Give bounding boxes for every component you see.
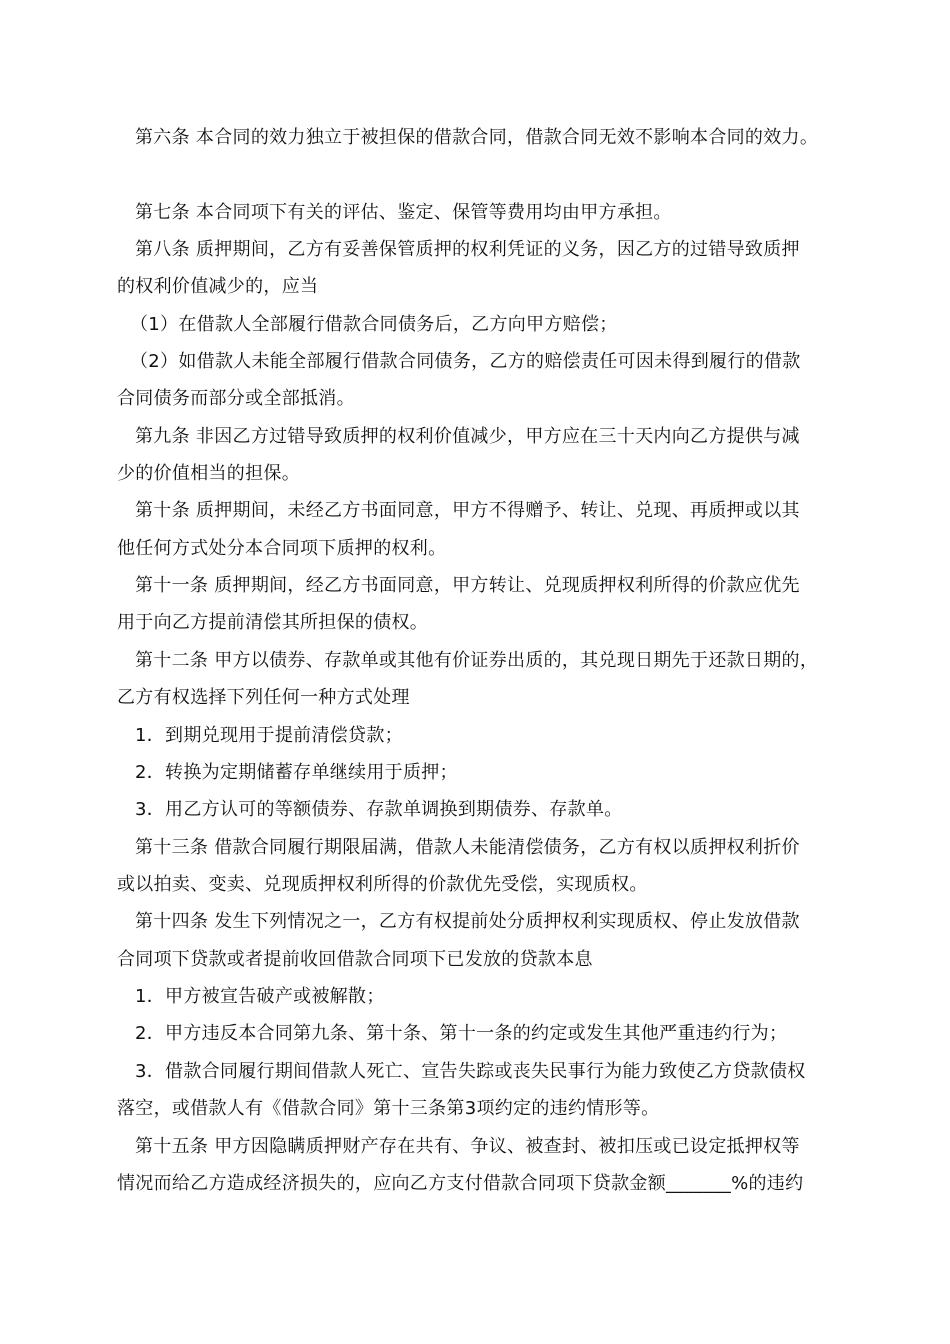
article-10: 第十条 质押期间，未经乙方书面同意，甲方不得赠予、转让、兑现、再质押或以其	[135, 500, 800, 521]
article-9-cont: 少的价值相当的担保。	[117, 463, 300, 484]
article-12-item-2: 2．转换为定期储蓄存单继续用于质押；	[135, 762, 458, 783]
article-14: 第十四条 发生下列情况之一，乙方有权提前处分质押权利实现质权、停止发放借款	[135, 911, 800, 932]
article-6: 第六条 本合同的效力独立于被担保的借款合同，借款合同无效不影响本合同的效力。	[135, 127, 819, 148]
article-7: 第七条 本合同项下有关的评估、鉴定、保管等费用均由甲方承担。	[135, 202, 672, 223]
article-15-cont: 情况而给乙方造成经济损失的，应向乙方支付借款合同项下贷款金额_______%的违约	[117, 1173, 804, 1194]
article-15: 第十五条 甲方因隐瞒质押财产存在共有、争议、被查封、被扣压或已设定抵押权等	[135, 1136, 800, 1157]
article-12-cont: 乙方有权选择下列任何一种方式处理	[117, 687, 410, 708]
article-14-cont: 合同项下贷款或者提前收回借款合同项下已发放的贷款本息	[117, 949, 593, 970]
article-14-item-2: 2．甲方违反本合同第九条、第十条、第十一条的约定或发生其他严重违约行为；	[135, 1023, 788, 1044]
article-14-item-3: 3．借款合同履行期间借款人死亡、宣告失踪或丧失民事行为能力致使乙方贷款债权	[135, 1061, 806, 1082]
article-9: 第九条 非因乙方过错导致质押的权利价值减少，甲方应在三十天内向乙方提供与减	[135, 426, 800, 447]
article-11: 第十一条 质押期间，经乙方书面同意，甲方转让、兑现质押权利所得的价款应优先	[135, 575, 800, 596]
article-8-item-2-cont: 合同债务而部分或全部抵消。	[117, 388, 355, 409]
article-12: 第十二条 甲方以债券、存款单或其他有价证券出质的，其兑现日期先于还款日期的，	[135, 650, 819, 671]
article-8-item-1: （1）在借款人全部履行借款合同债务后，乙方向甲方赔偿；	[130, 314, 618, 335]
article-8-cont: 的权利价值减少的，应当	[117, 276, 319, 297]
article-8: 第八条 质押期间，乙方有妥善保管质押的权利凭证的义务，因乙方的过错导致质押	[135, 239, 800, 260]
article-13: 第十三条 借款合同履行期限届满，借款人未能清偿债务，乙方有权以质押权利折价	[135, 837, 800, 858]
article-14-item-1: 1．甲方被宣告破产或被解散；	[135, 986, 385, 1007]
article-13-cont: 或以拍卖、变卖、兑现质押权利所得的价款优先受偿，实现质权。	[117, 874, 648, 895]
article-12-item-3: 3．用乙方认可的等额债券、存款单调换到期债券、存款单。	[135, 799, 623, 820]
article-12-item-1: 1．到期兑现用于提前清偿贷款；	[135, 725, 403, 746]
article-11-cont: 用于向乙方提前清偿其所担保的债权。	[117, 612, 429, 633]
article-10-cont: 他任何方式处分本合同项下质押的权利。	[117, 538, 447, 559]
article-14-item-3-cont: 落空，或借款人有《借款合同》第十三条第3项约定的违约情形等。	[117, 1098, 660, 1119]
article-8-item-2: （2）如借款人未能全部履行借款合同债务，乙方的赔偿责任可因未得到履行的借款	[130, 351, 801, 372]
